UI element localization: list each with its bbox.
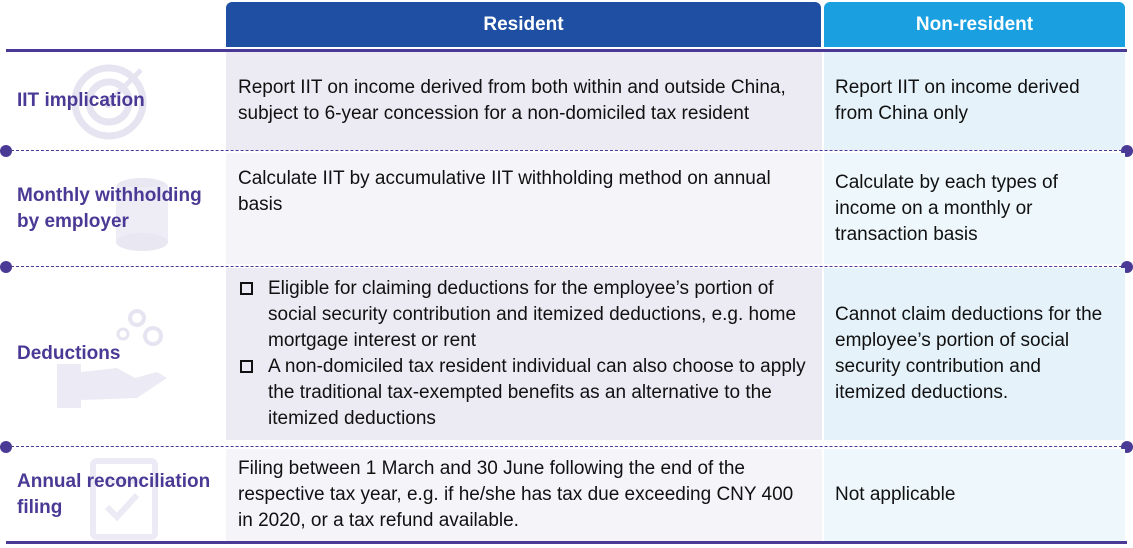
cell-text: Not applicable xyxy=(835,484,956,505)
row-separator xyxy=(6,266,1127,267)
table-row-monthly-withholding xyxy=(0,153,1133,264)
table-row-iit-implication xyxy=(0,52,1133,150)
non-resident-cell xyxy=(824,153,1125,264)
bullet-item xyxy=(238,276,810,354)
row-separator xyxy=(6,446,1127,447)
resident-cell xyxy=(226,268,822,440)
non-resident-cell xyxy=(824,52,1125,150)
table-row-annual-reconciliation xyxy=(0,449,1133,541)
bullet-text: A non-domiciled tax resident individual can also choose to apply the traditional tax-exempted benefits as an alternative to the itemized deductions xyxy=(268,356,806,429)
cell-text: Report IIT on income derived from both within and outside China, subject to 6-year concession for a non-domiciled tax resident xyxy=(238,77,786,124)
cell-text: Calculate by each types of income on a monthly or transaction basis xyxy=(835,171,1058,245)
resident-cell xyxy=(226,153,822,264)
row-label: Monthly withholding by employer xyxy=(17,153,217,264)
row-label: Annual reconciliation filing xyxy=(17,449,217,541)
cell-text: Report IIT on income derived from China only xyxy=(835,77,1080,124)
resident-column-header: Resident xyxy=(226,2,821,47)
cell-text: Calculate IIT by accumulative IIT withholding method on annual basis xyxy=(238,168,771,215)
table-row-deductions xyxy=(0,268,1133,440)
non-resident-cell xyxy=(824,268,1125,440)
row-separator xyxy=(6,150,1127,151)
bullet-text: Eligible for claiming deductions for the employee’s portion of social security contribution and itemized deductions, e.g. home mortgage interest or rent xyxy=(268,278,797,351)
bottom-rule xyxy=(6,541,1127,544)
non-resident-column-header: Non-resident xyxy=(824,2,1125,47)
row-label: Deductions xyxy=(17,268,217,440)
resident-cell xyxy=(226,449,822,541)
checkbox-square-icon xyxy=(240,282,253,295)
cell-text: Cannot claim deductions for the employee’s portion of social security contribution and itemized deductions. xyxy=(835,304,1103,403)
resident-cell xyxy=(226,52,822,150)
checkbox-square-icon xyxy=(240,360,253,373)
non-resident-cell xyxy=(824,449,1125,541)
row-label: IIT implication xyxy=(17,52,217,150)
bullet-item xyxy=(238,354,810,432)
cell-text: Filing between 1 March and 30 June following the end of the respective tax year, e.g. if he/she has tax due exceeding CNY 400 in 2020, or a tax refund available. xyxy=(238,458,794,531)
